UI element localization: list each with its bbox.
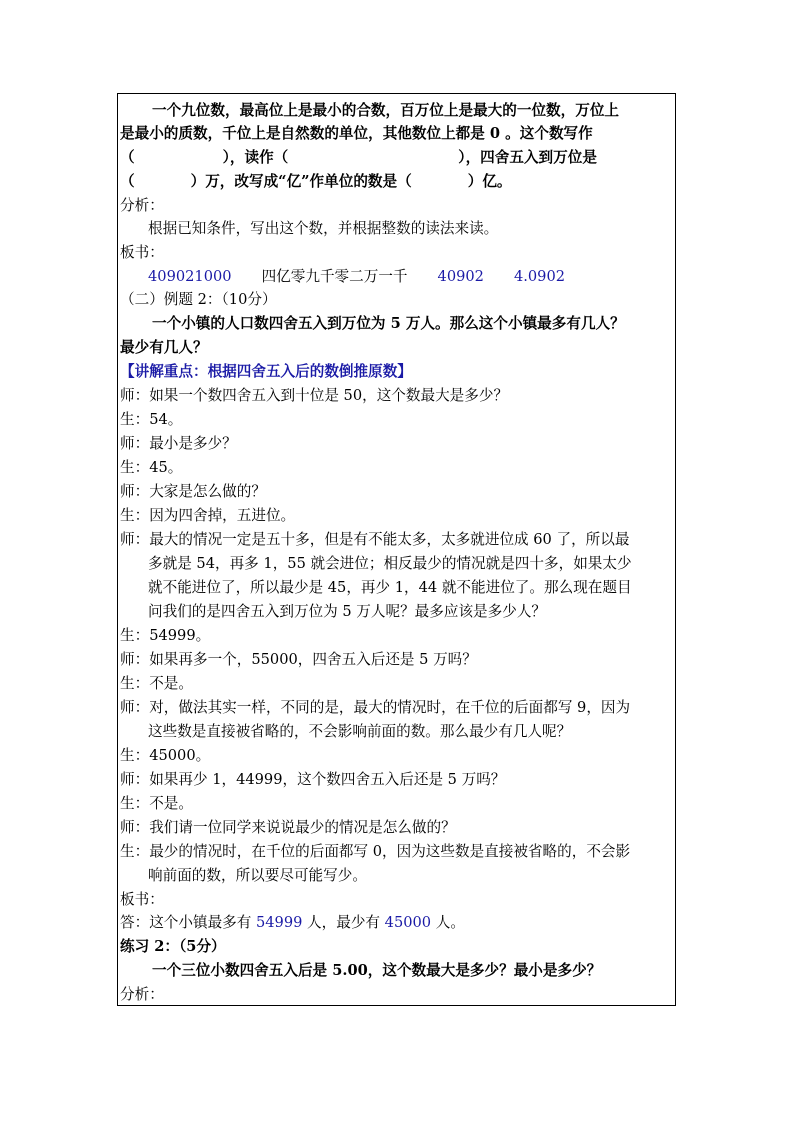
- bracket-open: （: [120, 149, 135, 166]
- dialog-line: 师：如果再多一个，55000，四舍五入后还是 5 万吗？: [120, 651, 477, 668]
- problem-line: [120, 148, 597, 168]
- dialog-line: 生：最少的情况时，在千位的后面都写 0，因为这些数是直接被省略的，不会影: [120, 843, 631, 860]
- problem-line: 一个九位数，最高位上是最小的合数，百万位上是最大的一位数，万位上: [152, 102, 620, 119]
- dialog-line: 生：不是。: [120, 795, 193, 812]
- dialog-line: 生：不是。: [120, 675, 193, 692]
- dialog-line: 师：最小是多少？: [120, 435, 237, 452]
- dialog-line: 生：45。: [120, 459, 183, 476]
- answer-yi: 4.0902: [513, 268, 566, 285]
- example-problem: 最少有几人？: [120, 339, 208, 356]
- dialog-line: 师：如果再少 1，44999，这个数四舍五入后还是 5 万吗？: [120, 771, 506, 788]
- answer-max: 54999: [255, 914, 303, 931]
- practice-problem: 一个三位小数四舍五入后是 5.00，这个数最大是多少？最小是多少？: [152, 962, 602, 979]
- dialog-line: 师：如果一个数四舍五入到十位是 50，这个数最大是多少？: [120, 387, 509, 404]
- dialog-line: 就不能进位了，所以最少是 45，再少 1，44 就不能进位了。那么现在题目: [148, 579, 632, 596]
- answer-rounded: 40902: [437, 268, 484, 285]
- analysis-label: 分析：: [120, 197, 164, 214]
- board-label: 板书：: [120, 891, 164, 908]
- problem-line: 是最小的质数，千位上是自然数的单位，其他数位上都是 0 。这个数写作: [120, 125, 593, 142]
- dialog-line: 生：54。: [120, 411, 183, 428]
- practice-heading: 练习 2：（5分）: [120, 938, 226, 955]
- dialog-line: 生：54999。: [120, 627, 211, 644]
- dialog-line: 生：45000。: [120, 747, 211, 764]
- example-heading: （二）例题 2：（10分）: [120, 291, 277, 308]
- key-point: 【讲解重点：根据四舍五入后的数倒推原数】: [120, 363, 412, 380]
- blank-text: ），读作（: [222, 149, 289, 166]
- analysis-label: 分析：: [120, 986, 164, 1003]
- dialog-line: 问我们的是四舍五入到万位为 5 万人呢？最多应该是多少人？: [148, 603, 547, 620]
- dialog-line: 响前面的数，所以要尽可能写少。: [148, 867, 367, 884]
- dialog-line: 师：对，做法其实一样，不同的是，最大的情况时，在千位的后面都写 9，因为: [120, 699, 631, 716]
- dialog-line: 师：最大的情况一定是五十多，但是有不能太多，太多就进位成 60 了，所以最: [120, 531, 630, 548]
- answer-reading: 四亿零九千零二万一千: [261, 268, 408, 285]
- analysis-text: 根据已知条件，写出这个数，并根据整数的读法来读。: [148, 220, 499, 237]
- board-answers: [148, 267, 565, 287]
- bracket-open: （: [120, 173, 135, 190]
- answer-min: 45000: [384, 914, 432, 931]
- dialog-line: 师：大家是怎么做的？: [120, 483, 266, 500]
- dialog-line: 多就是 54，再多 1，55 就会进位；相反最少的情况就是四十多，如果太少: [148, 555, 632, 572]
- answer-number: 409021000: [148, 268, 232, 285]
- blank-text: ）亿。: [467, 173, 512, 190]
- dialog-line: 这些数是直接被省略的，不会影响前面的数。那么最少有几人呢？: [148, 723, 572, 740]
- blank-text: ），四舍五入到万位是: [458, 149, 597, 166]
- board-label: 板书：: [120, 244, 164, 261]
- dialog-line: 生：因为四舍掉，五进位。: [120, 507, 296, 524]
- problem-line: [120, 172, 512, 192]
- example-problem: 一个小镇的人口数四舍五入到万位为 5 万人。那么这个小镇最多有几人？: [152, 315, 625, 332]
- dialog-line: 师：我们请一位同学来说说最少的情况是怎么做的？: [120, 819, 456, 836]
- blank-text: ）万，改写成“亿”作单位的数是（: [190, 173, 412, 190]
- answer-line: 答：这个小镇最多有 54999 人，最少有 45000 人。: [120, 914, 465, 931]
